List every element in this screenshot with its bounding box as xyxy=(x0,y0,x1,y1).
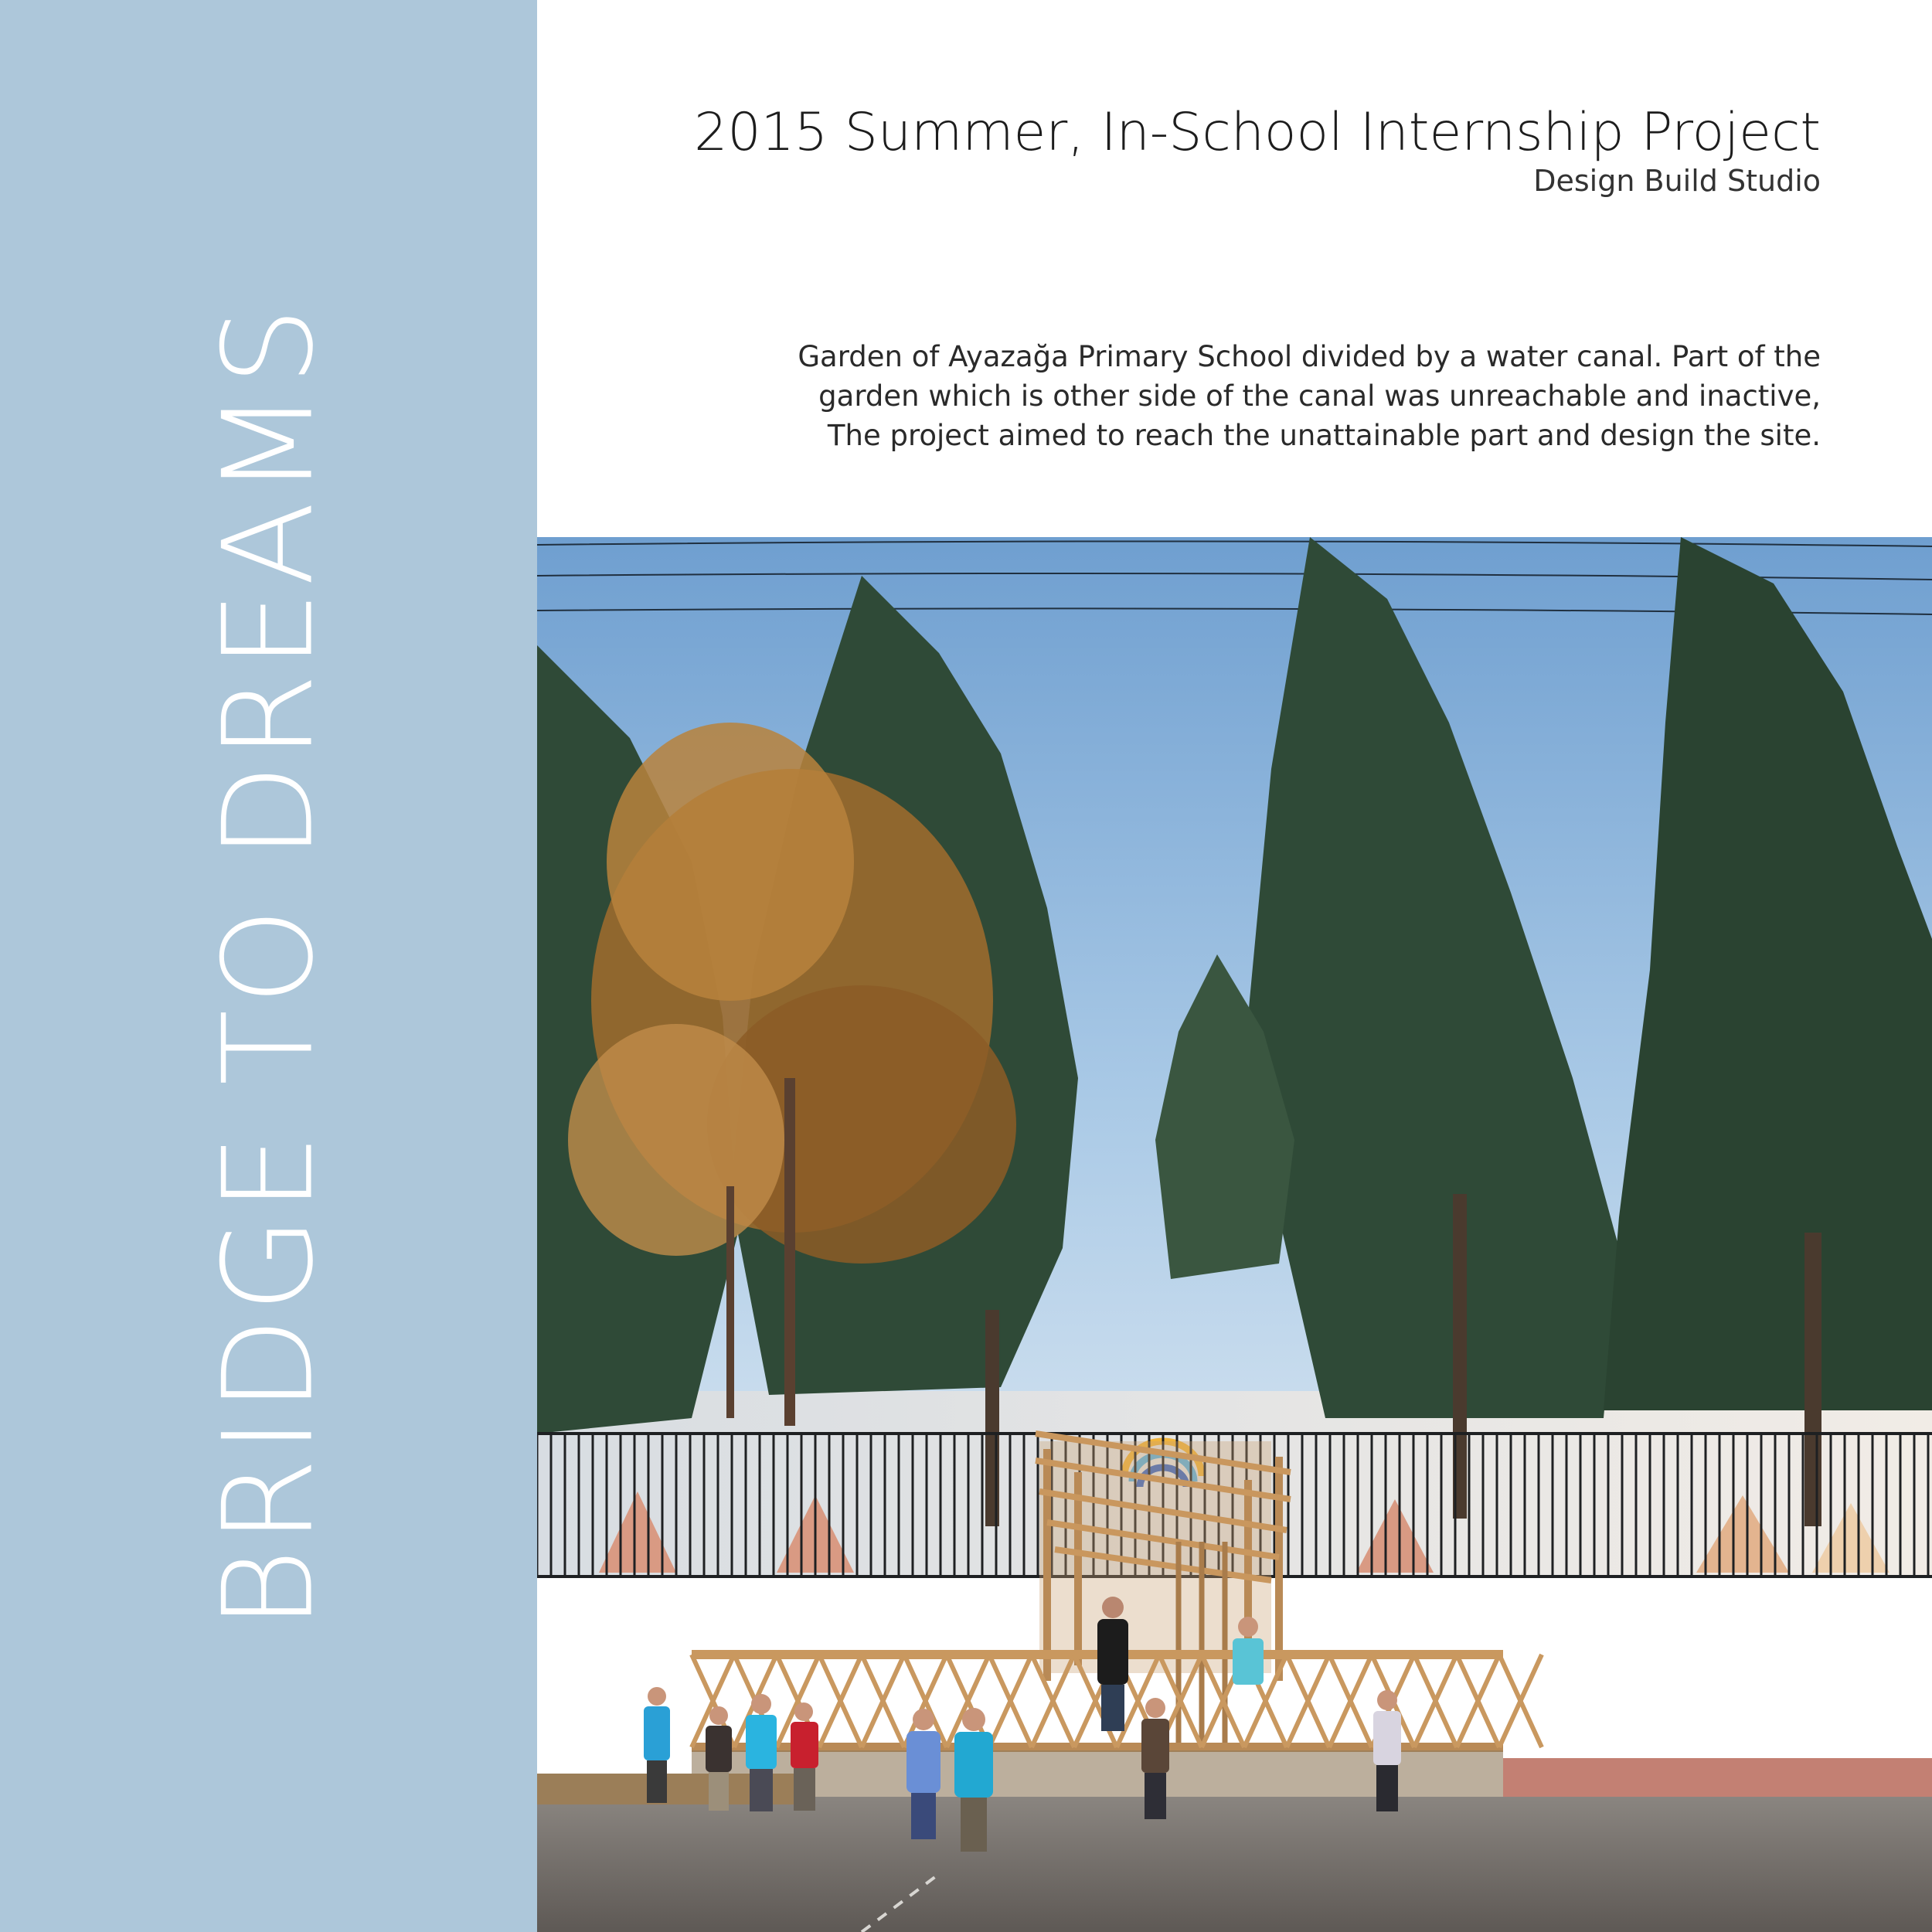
wooden-bench xyxy=(537,1774,815,1804)
studio-name: Design Build Studio xyxy=(1533,164,1821,198)
vertical-title: BRIDGE TO DREAMS xyxy=(196,302,341,1630)
school-yard xyxy=(537,1797,1932,1932)
wooden-pavilion xyxy=(1036,1434,1291,1743)
child-figure xyxy=(644,1687,670,1803)
header-text-block xyxy=(537,0,1932,537)
child-figure xyxy=(791,1702,818,1811)
photo-illustration xyxy=(537,537,1932,1932)
description-line: garden which is other side of the canal was unreachable and inactive, xyxy=(818,379,1821,413)
project-description xyxy=(662,337,1821,455)
description-line: The project aimed to reach the unattainable part and design the site. xyxy=(827,419,1821,452)
title-sidebar xyxy=(0,0,537,1932)
project-title: 2015 Summer, In-School Internship Project xyxy=(694,102,1821,163)
description-line: Garden of Ayazağa Primary School divided by a water canal. Part of the xyxy=(798,340,1821,373)
child-figure xyxy=(706,1706,732,1811)
project-photo xyxy=(537,537,1932,1932)
